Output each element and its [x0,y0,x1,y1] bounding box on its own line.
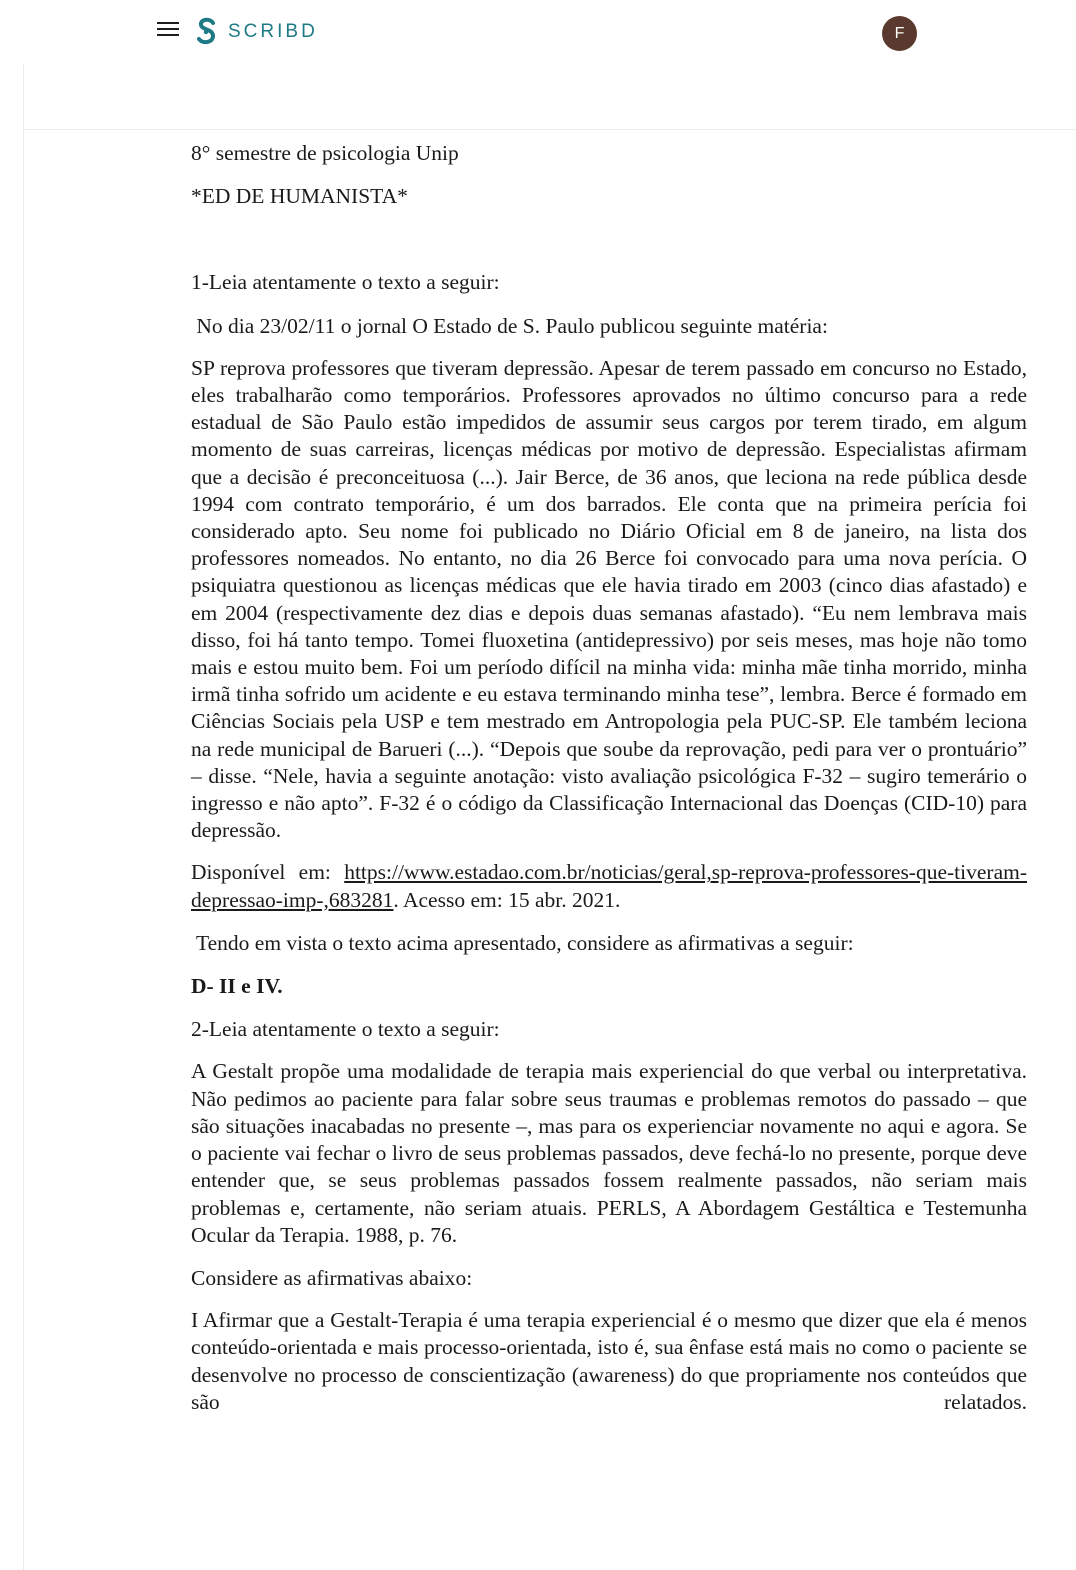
document-title: *ED DE HUMANISTA* [191,184,408,209]
citation-prefix: Disponível em: [191,860,345,885]
question-1-prompt: Tendo em vista o texto acima apresentado, considere as afirmativas a seguir: [191,930,854,955]
question-1-answer: D- II e IV. [191,974,283,999]
scribd-logo-icon [196,17,218,47]
page-divider [23,129,1076,130]
citation-access: . Acesso em: 15 abr. 2021. [393,887,621,912]
question-1-intro: 1-Leia atentamente o texto a seguir: [191,270,500,295]
question-2-intro: 2-Leia atentamente o texto a seguir: [191,1017,500,1042]
question-1-article: SP reprova professores que tiveram depressão. Apesar de terem passado em concurso no Estado, eles trabalharão como temporários. Professores aprovados no último concurso para a rede estadual de São Paulo estão impedidos de assumir seus cargos por terem tirado, em algum momento de suas carreiras, licenças médicas por motivo de depressão. Especialistas afirmam que a decisão é preconceituosa (...). Jair Berce, de 36 anos, que leciona na rede pública desde 1994 com contrato temporário, é um dos barrados. Ele conta que na primeira perícia foi considerado apto. Seu nome foi publicado no Diário Oficial em 8 de janeiro, na lista dos professores nomeados. No entanto, no dia 26 Berce foi convocado para uma nova perícia. O psiquiatra questionou as licenças médicas que ele havia tirado em 2003 (cinco dias afastado) e em 2004 (respectivamente dez dias e depois duas semanas afastado). “Eu nem lembrava mais disso, foi há tanto tempo. Tomei fluoxetina (antidepressivo) por seis meses, mas hoje não tomo mais e estou muito bem. Foi um período difícil na minha vida: minha mãe tinha morrido, minha irmã tinha sofrido um acidente e eu estava terminando minha tese”, lembra. Berce é formado em Ciências Sociais pela USP e tem mestrado em Antropologia pela PUC-SP. Ele também leciona na rede municipal de Barueri (...). “Depois que soube da reprovação, pedi para ver o prontuário” – disse. “Nele, havia a seguinte anotação: visto avaliação psicológica F-32 – sugiro temerário o ingresso e não apto”. F-32 é o código da Classificação Internacional das Doenças (CID-10) para depressão. [191,355,1027,843]
brand-name: SCRIBD [228,21,318,42]
source-link[interactable]: https://www.estadao.com.br/noticias/geral,sp-reprova-professores-que-tiveram-depressao-imp-,683281 [191,860,1027,912]
top-navigation-bar [0,0,1076,64]
question-2-consider: Considere as afirmativas abaixo: [191,1265,473,1290]
scribd-logo[interactable] [196,17,318,47]
hamburger-menu-icon[interactable] [157,22,179,40]
document-page [191,140,1027,1416]
question-2-item-1: I Afirmar que a Gestalt-Terapia é uma terapia experiencial é o mesmo que dizer que ela é menos conteúdo-orientada e mais processo-orientada, isto é, sua ênfase está mais no como o paciente se desenvolve no processo de conscientização (awareness) do que propriamente nos conteúdos que são relatados. [191,1308,1027,1414]
question-2-text: A Gestalt propõe uma modalidade de terapia mais experiencial do que verbal ou interpretativa. Não pedimos ao paciente para falar sobre seus traumas e problemas remotos do passado – que são situações inacabadas no presente –, mas para os experienciar novamente no aqui e agora. Se o paciente vai fechar o livro de seus problemas passados, deve fechá-lo no presente, porque deve entender que, se seus problemas passados fossem realmente passados, não seriam mais problemas e, certamente, não seriam atuais. PERLS, A Abordagem Gestáltica e Testemunha Ocular da Terapia. 1988, p. 76. [191,1059,1027,1247]
question-1-source-intro: No dia 23/02/11 o jornal O Estado de S. Paulo publicou seguinte matéria: [191,313,828,338]
question-1-citation [191,859,1027,913]
user-avatar[interactable]: F [882,16,917,51]
course-line: 8° semestre de psicologia Unip [191,141,459,165]
